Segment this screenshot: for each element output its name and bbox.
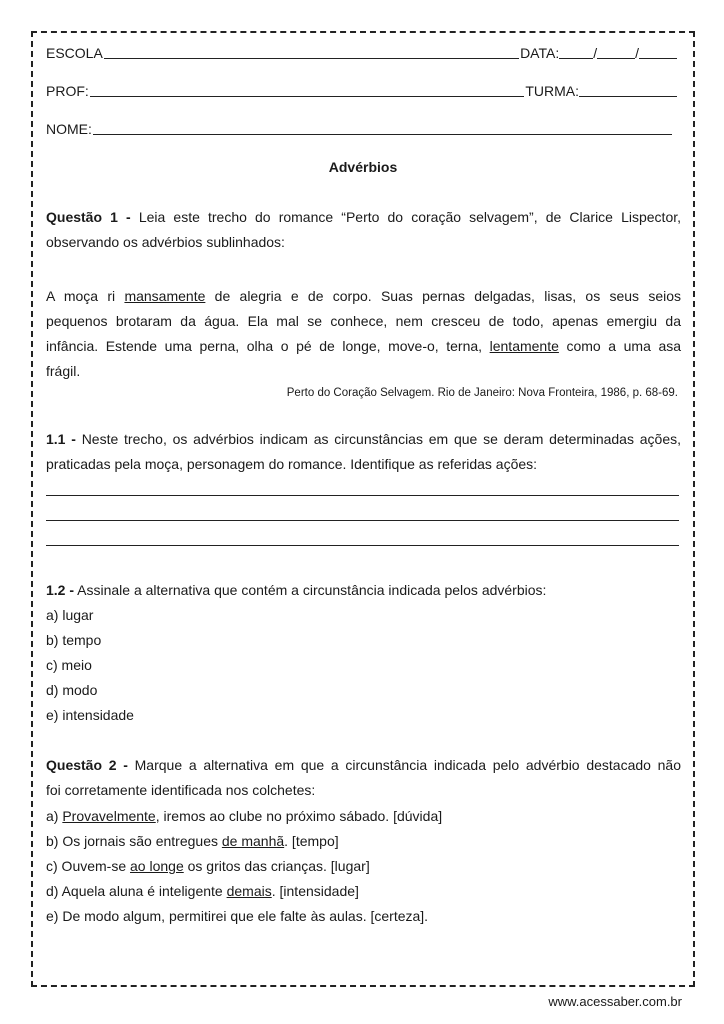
underlined-adverb: lentamente: [489, 338, 559, 354]
highlighted-adverb: de manhã: [221, 833, 285, 849]
answer-line[interactable]: [46, 545, 679, 546]
excerpt-text: de alegria e de corpo. Suas pernas delgadas, lisas, os seus seios: [214, 288, 682, 304]
date-day-field[interactable]: [559, 58, 593, 59]
name-field[interactable]: [93, 134, 672, 135]
option-text: d) Aquela aluna é inteligente: [46, 883, 227, 899]
question-2-line-2: foi corretamente identificada nos colchetes:: [46, 782, 316, 798]
option-text: os gritos das crianças. [lugar]: [183, 858, 370, 874]
question-2-line-1: [46, 753, 681, 778]
question-1-1-text: Neste trecho, os advérbios indicam as circunstâncias em que se deram determinadas ações,: [81, 431, 681, 447]
q2-option-c[interactable]: [46, 859, 370, 873]
class-field[interactable]: [579, 96, 677, 97]
date-separator: /: [593, 45, 598, 61]
question-1-line-1: [46, 205, 681, 230]
excerpt-line-1: [46, 284, 681, 309]
date-year-field[interactable]: [639, 58, 677, 59]
q2-option-b[interactable]: [46, 834, 339, 848]
option-c[interactable]: c) meio: [46, 657, 92, 673]
option-b[interactable]: b) tempo: [46, 632, 102, 648]
option-text: c) Ouvem-se: [46, 858, 131, 874]
header-teacher-row: [46, 83, 677, 99]
excerpt-line-2: pequenos brotaram da água. Ela mal se conhece, nem cresceu de todo, apenas emergiu da: [46, 313, 681, 329]
answer-line[interactable]: [46, 520, 679, 521]
date-label: DATA:: [520, 45, 560, 61]
excerpt-line-4: frágil.: [46, 363, 81, 379]
question-1-1-label: 1.1 -: [46, 431, 76, 447]
q2-option-a[interactable]: [46, 809, 442, 823]
question-1-text: Leia este trecho do romance “Perto do coração selvagem”, de Clarice Lispector,: [138, 209, 682, 225]
excerpt-text: A moça ri: [46, 288, 116, 304]
date-month-field[interactable]: [597, 58, 635, 59]
option-text: , iremos ao clube no próximo sábado. [dúvida]: [155, 808, 443, 824]
header-school-row: [46, 45, 677, 61]
excerpt-text: como a uma asa: [566, 338, 682, 354]
question-2-text: Marque a alternativa em que a circunstância indicada pelo advérbio destacado não: [134, 757, 682, 773]
highlighted-adverb: ao longe: [130, 858, 184, 874]
worksheet-frame: [31, 31, 695, 987]
question-1-2-label: 1.2 -: [46, 582, 75, 598]
teacher-field[interactable]: [90, 96, 525, 97]
excerpt-source: Perto do Coração Selvagem. Rio de Janeiro: Nova Fronteira, 1986, p. 68-69.: [286, 387, 678, 399]
teacher-label: PROF:: [46, 83, 89, 99]
question-1: [46, 205, 681, 255]
excerpt-text: infância. Estende uma perna, olha o pé de longe, move-o, terna,: [46, 338, 483, 354]
page-title: Advérbios: [328, 159, 398, 175]
option-text: a): [46, 808, 63, 824]
highlighted-adverb: Provavelmente: [62, 808, 156, 824]
underlined-adverb: mansamente: [124, 288, 206, 304]
question-1-2-text: Assinale a alternativa que contém a circunstância indicada pelos advérbios:: [77, 582, 547, 598]
question-1-1-line-2: praticadas pela moça, personagem do romance. Identifique as referidas ações:: [46, 456, 538, 472]
school-label: ESCOLA: [46, 45, 103, 61]
excerpt: [46, 284, 681, 384]
option-a[interactable]: a) lugar: [46, 607, 94, 623]
question-1-1: [46, 427, 681, 477]
question-1-1-line-1: [46, 427, 681, 452]
header-name-row: [46, 121, 673, 137]
question-2-label: Questão 2 -: [46, 757, 128, 773]
question-1-label: Questão 1 -: [46, 209, 131, 225]
site-footer: www.acessaber.com.br: [548, 994, 682, 1009]
question-1-line-2: observando os advérbios sublinhados:: [46, 234, 285, 250]
option-text: . [tempo]: [284, 833, 339, 849]
name-label: NOME:: [46, 121, 92, 137]
q2-option-d[interactable]: [46, 884, 359, 898]
answer-line[interactable]: [46, 495, 679, 496]
option-text: . [intensidade]: [271, 883, 359, 899]
highlighted-adverb: demais: [226, 883, 272, 899]
option-d[interactable]: d) modo: [46, 682, 98, 698]
school-field[interactable]: [104, 58, 519, 59]
q2-option-e[interactable]: e) De modo algum, permitirei que ele falte às aulas. [certeza].: [46, 908, 429, 924]
excerpt-line-3: [46, 334, 681, 359]
option-text: b) Os jornais são entregues: [46, 833, 222, 849]
option-e[interactable]: e) intensidade: [46, 707, 134, 723]
question-1-2: [46, 583, 546, 597]
question-2: [46, 753, 681, 803]
class-label: TURMA:: [525, 83, 579, 99]
date-separator: /: [635, 45, 639, 61]
